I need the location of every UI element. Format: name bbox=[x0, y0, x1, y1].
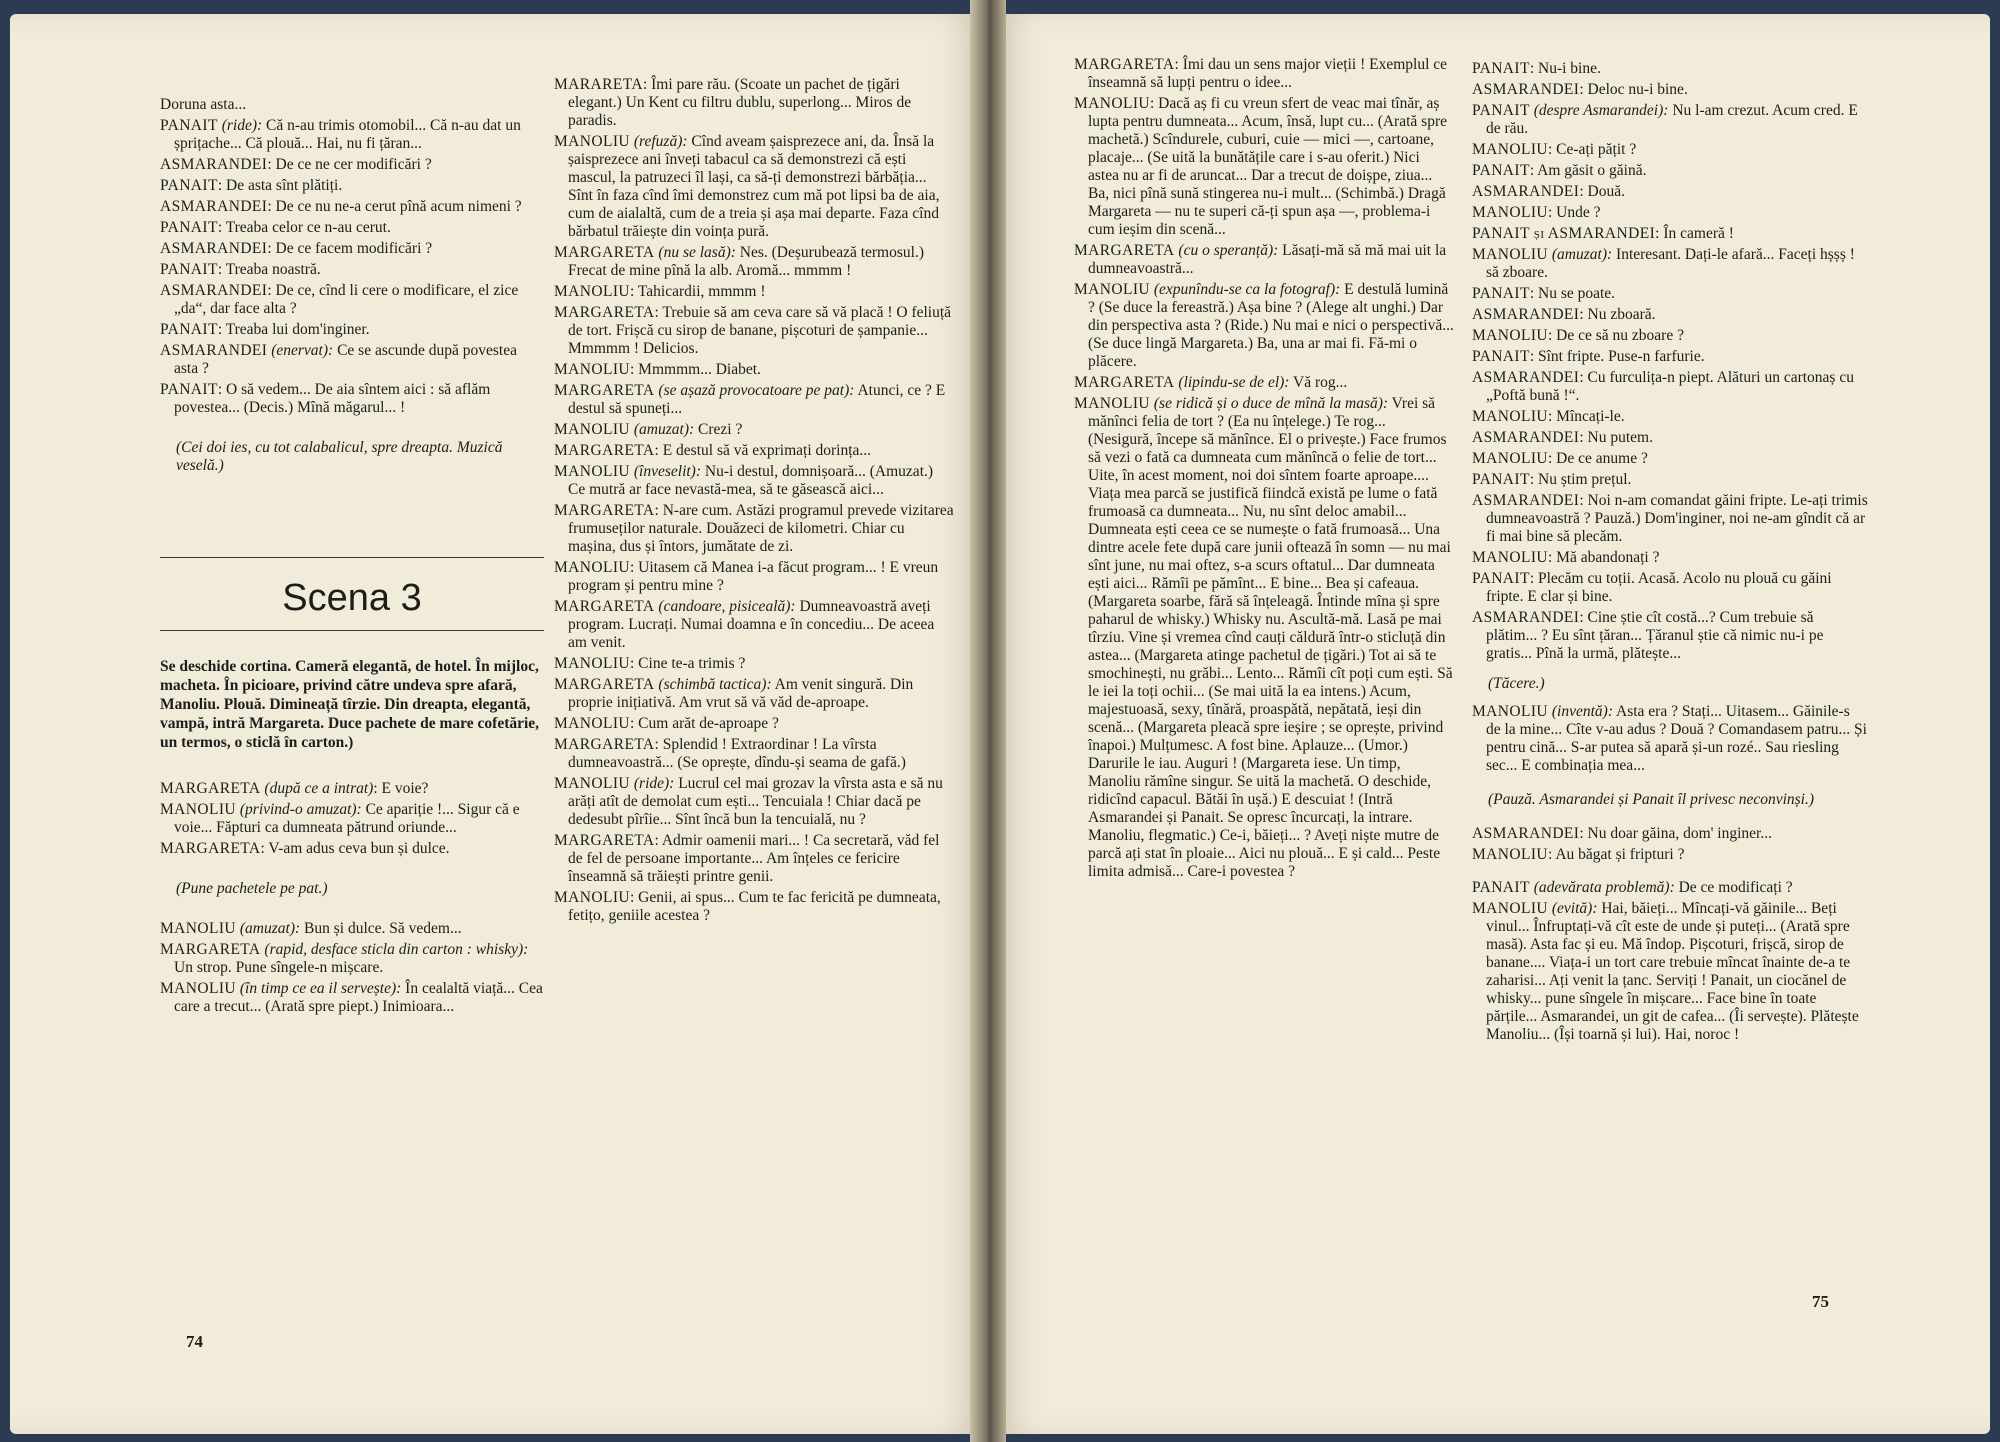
speaker-name: ASMARANDEI bbox=[1472, 492, 1580, 509]
scene-setting: Se deschide cortina. Cameră elegantă, de hotel. În mijloc, macheta. În picioare, privind către undeva spre afară, Manoliu. Plouă. Dimineață tîrzie. Din dreapta, elegantă, vampă, intră Margareta. Duce pachete de mare cofetărie, un termos, o sticlă în carton.) bbox=[160, 658, 540, 751]
dialogue-text: Ce se ascunde după povestea asta ? bbox=[174, 342, 517, 377]
dialogue-text: : V-am adus ceva bun și dulce. bbox=[260, 840, 450, 857]
book-binding bbox=[970, 0, 1006, 1442]
dialogue-text: : Uitasem că Manea i-a făcut program... ! E vreun program și pentru mine ? bbox=[568, 559, 939, 594]
stage-direction-inline: (schimbă tactica): bbox=[658, 676, 772, 693]
divider bbox=[160, 630, 544, 631]
dialogue-line bbox=[554, 598, 954, 652]
dialogue-text: Că n-au trimis otomobil... Că n-au dat un șprițache... Că plouă... Hai, nu fi țăran... bbox=[174, 117, 521, 152]
speaker-name: ASMARANDEI bbox=[160, 282, 268, 299]
stage-direction-inline: (despre Asmarandei): bbox=[1533, 102, 1669, 119]
dialogue-line bbox=[554, 889, 954, 925]
speaker-name: ASMARANDEI bbox=[160, 156, 268, 173]
speaker-name: ASMARANDEI bbox=[1472, 609, 1580, 626]
dialogue-line bbox=[160, 342, 544, 378]
speaker-name: MARGARETA bbox=[554, 676, 655, 693]
dialogue-text: : Genii, ai spus... Cum te fac fericită pe dumneata, fetițo, geniile acestea ? bbox=[568, 889, 941, 924]
dialogue-line bbox=[1472, 429, 1868, 447]
left-column-2 bbox=[554, 76, 954, 928]
dialogue-line bbox=[1472, 369, 1868, 405]
dialogue-text: : Nu zboară. bbox=[1579, 306, 1656, 323]
dialogue-line bbox=[554, 304, 954, 358]
dialogue-line bbox=[554, 502, 954, 556]
speaker-name: MANOLIU bbox=[554, 361, 630, 378]
speaker-name: MANOLIU bbox=[1472, 900, 1548, 917]
speaker-name: MANOLIU bbox=[554, 775, 630, 792]
dialogue-line bbox=[1472, 825, 1868, 843]
dialogue-line bbox=[1074, 242, 1454, 278]
dialogue-line bbox=[160, 96, 544, 114]
stage-direction-inline: (privind-o amuzat): bbox=[239, 801, 362, 818]
dialogue-text: Bun și dulce. Să vedem... bbox=[300, 920, 462, 937]
dialogue-line bbox=[1472, 162, 1868, 180]
speaker-name: MARGARETA bbox=[554, 244, 655, 261]
stage-direction: (Tăcere.) bbox=[1488, 675, 1545, 692]
page-number: 75 bbox=[1812, 1292, 1829, 1311]
dialogue-line bbox=[1074, 395, 1454, 881]
dialogue-line bbox=[554, 655, 954, 673]
dialogue-line bbox=[1472, 183, 1868, 201]
dialogue-line bbox=[554, 715, 954, 733]
dialogue-text: : Mă abandonați ? bbox=[1548, 549, 1660, 566]
stage-direction-inline: (se așază provocatoare pe pat): bbox=[658, 382, 855, 399]
dialogue-text: : Deloc nu-i bine. bbox=[1579, 81, 1688, 98]
speaker-name: MARGARETA bbox=[554, 304, 655, 321]
dialogue-line bbox=[554, 382, 954, 418]
stage-direction-inline: (înveselit): bbox=[633, 463, 702, 480]
speaker-name: MANOLIU bbox=[554, 133, 630, 150]
stage-direction-inline: (inventă): bbox=[1551, 703, 1613, 720]
dialogue-text: Ce apariție !... Sigur că e voie... Făpturi ca dumneata pătrund oriunde... bbox=[174, 801, 520, 836]
dialogue-text: Nu l-am crezut. Acum cred. E de rău. bbox=[1486, 102, 1858, 137]
stage-direction-inline: (nu se lasă): bbox=[658, 244, 736, 261]
speaker-name: MARGARETA bbox=[554, 598, 655, 615]
speaker-name: PANAIT bbox=[160, 219, 218, 236]
dialogue-line bbox=[1074, 95, 1454, 239]
dialogue-text: Asta era ? Stați... Uitasem... Găinile-s de la mine... Cîte v-au adus ? Două ? Comandasem patru... Și pentru cină... S-ar putea să apară și-un rozé.. Sau riesling sec... E combinația mea... bbox=[1486, 703, 1867, 774]
speaker-name: ASMARANDEI bbox=[1472, 306, 1580, 323]
speaker-name: ASMARANDEI bbox=[160, 198, 268, 215]
dialogue-text: : Cum arăt de-aproape ? bbox=[630, 715, 779, 732]
dialogue-text: Lucrul cel mai grozav la vîrsta asta e să nu arăți atît de demolat cum ești... Tencuiala ! Chiar dacă pe dedesubt pîrîie... Sînt încă bun la tencuială, nu ? bbox=[568, 775, 943, 828]
dialogue-line bbox=[1472, 246, 1868, 282]
stage-direction-inline: (rapid, desface sticla din carton : whisky): bbox=[264, 941, 529, 958]
dialogue-text: : Cu furculița-n piept. Alături un cartonaș cu „Poftă bună !“. bbox=[1486, 369, 1854, 404]
speaker-name: ASMARANDEI bbox=[1472, 429, 1580, 446]
right-column-1 bbox=[1074, 56, 1454, 884]
dialogue-line bbox=[554, 559, 954, 595]
dialogue-text: : Sînt fripte. Puse-n farfurie. bbox=[1529, 348, 1705, 365]
stage-direction-inline: (adevărata problemă): bbox=[1533, 879, 1675, 896]
dialogue-text: : Noi n-am comandat găini fripte. Le-ați trimis dumneavoastră ? Pauză.) Dom'inginer, noi ne-am gîndit că ar fi mai bine să plecăm. bbox=[1486, 492, 1868, 545]
dialogue-text: : Splendid ! Extraordinar ! La vîrsta dumneavoastră... (Se oprește, dîndu-și seama de gafă.) bbox=[568, 736, 906, 771]
dialogue-line bbox=[160, 920, 544, 938]
dialogue-line bbox=[1472, 846, 1868, 864]
dialogue-text: : Unde ? bbox=[1548, 204, 1601, 221]
dialogue-line bbox=[1074, 374, 1454, 392]
dialogue-text: : E destul să vă exprimați dorința... bbox=[654, 442, 872, 459]
speaker-name: MANOLIU bbox=[554, 715, 630, 732]
dialogue-text: : Ce-ați pățit ? bbox=[1548, 141, 1637, 158]
speaker-name: MANOLIU bbox=[554, 463, 630, 480]
dialogue-text: Am venit singură. Din proprie inițiativă. Am vrut să vă văd de-aproape. bbox=[568, 676, 914, 711]
speaker-name: PANAIT și ASMARANDEI bbox=[1472, 225, 1656, 242]
dialogue-text: : Plecăm cu toții. Acasă. Acolo nu plouă cu găini fripte. E clar și bine. bbox=[1486, 570, 1832, 605]
dialogue-text: : Treaba celor ce n-au cerut. bbox=[217, 219, 391, 236]
dialogue-line bbox=[554, 133, 954, 241]
dialogue-text: În cealaltă viață... Cea care a trecut... (Arată spre piept.) Inimioara... bbox=[174, 980, 543, 1015]
speaker-name: ASMARANDEI bbox=[160, 240, 268, 257]
speaker-name: MARGARETA bbox=[554, 832, 655, 849]
dialogue-line bbox=[554, 676, 954, 712]
stage-direction: (Pauză. Asmarandei și Panait îl privesc neconvinși.) bbox=[1488, 791, 1815, 808]
speaker-name: PANAIT bbox=[1472, 162, 1530, 179]
dialogue-text: Vrei să mănînci felia de tort ? (Ea nu înțelege.) Te rog... (Nesigură, începe să mănînce. El o privește.) Face frumos să vezi o fată ca dumneata cum mănîncă o felie de tort... Uite, în acest moment, noi doi sîntem foarte aproape.... Viața mea parcă se justifică fiindcă există pe lume o fată frumoasă ca dumneata... Nu, nu sînt deloc amabil... Dumneata ești ceea ce se numește o fată frumoasă... Una dintre acele fete după care junii oftează în somn — nu mai sînt june, nu mai oftez, s-a scurs oftatul... Dar dumneata ești aici... Rămîi pe pămînt... E bine... Bea și cafeaua. (Margareta soarbe, fără să înțeleagă. Întinde mîna și spre paharul de whisky.) Whisky nu. Ascultă-mă. Lasă pe mai tîrziu. Vine și vremea cînd cauți căldură într-o sticluță din astea... (Margareta atinge pachetul de țigări.) Tot ai să te smochinești, nu grăbi... Lento... Rămîi cît poți cum ești. Să le iei la toți ochii... (Se mai uită la ea intens.) Acum, majestuoasă, sexy, tînără, proaspătă, nepătată, ieși din scenă... (Margareta pleacă spre ieșire ; se oprește, privind înapoi.) Mulțumesc. A fost bine. Aplauze... (Umor.) Darurile le iau. Auguri ! (Margareta iese. Un timp, Manoliu rămîne singur. Se uită la machetă. O deschide, ridicînd capacul. Bătăi în ușă.) E descuiat ! (Intră Asmarandei și Panait. Se opresc încurcați, la intrare. Manoliu, flegmatic.) Ce-i, băieți... ? Aveți niște mutre de parcă ați stat în ploaie... Aici nu plouă... E și cald... Peste limita admisă... Care-i povestea ? bbox=[1088, 395, 1453, 880]
dialogue-text: : Nu doar găina, dom' inginer... bbox=[1579, 825, 1772, 842]
dialogue-line bbox=[1472, 570, 1868, 606]
stage-direction-inline: (în timp ce ea il servește): bbox=[239, 980, 402, 997]
dialogue-text: : De ce nu ne-a cerut pînă acum nimeni ? bbox=[267, 198, 522, 215]
dialogue-text: : Trebuie să am ceva care să vă placă ! O feliuță de tort. Frișcă cu sirop de banane, pișcoturi de șampanie... Mmmmm ! Delicios. bbox=[568, 304, 952, 357]
dialogue-text: : De ce, cînd li cere o modificare, el zice „da“, dar face alta ? bbox=[174, 282, 519, 317]
dialogue-text: : Nu putem. bbox=[1579, 429, 1653, 446]
speaker-name: MARGARETA bbox=[554, 382, 655, 399]
dialogue-line bbox=[1472, 703, 1868, 775]
dialogue-line bbox=[160, 261, 544, 279]
stage-direction-inline: (amuzat): bbox=[633, 421, 695, 438]
dialogue-line bbox=[1472, 225, 1868, 243]
dialogue-text: : De ce ne cer modificări ? bbox=[267, 156, 432, 173]
speaker-name: MANOLIU bbox=[1472, 450, 1548, 467]
stage-direction-inline: (candoare, pisiceală): bbox=[658, 598, 796, 615]
dialogue-line bbox=[160, 219, 544, 237]
stage-direction-inline: (se ridică și o duce de mînă la masă): bbox=[1153, 395, 1389, 412]
dialogue-line bbox=[554, 442, 954, 460]
speaker-name: PANAIT bbox=[1472, 570, 1530, 587]
speaker-name: MANOLIU bbox=[554, 559, 630, 576]
stage-direction-inline: (evită): bbox=[1551, 900, 1598, 917]
dialogue-line bbox=[160, 282, 544, 318]
dialogue-line bbox=[554, 736, 954, 772]
left-page bbox=[10, 14, 985, 1434]
dialogue-line bbox=[1472, 60, 1868, 78]
speaker-name: PANAIT bbox=[160, 117, 218, 134]
dialogue-line bbox=[160, 240, 544, 258]
dialogue-line bbox=[1472, 204, 1868, 222]
speaker-name: PANAIT bbox=[1472, 102, 1530, 119]
speaker-name: ASMARANDEI bbox=[1472, 825, 1580, 842]
dialogue-text: : Două. bbox=[1579, 183, 1625, 200]
speaker-name: MARGARETA bbox=[160, 941, 261, 958]
speaker-name: MANOLIU bbox=[554, 421, 630, 438]
dialogue-text: : Treaba lui dom'inginer. bbox=[217, 321, 370, 338]
dialogue-line bbox=[160, 321, 544, 339]
dialogue-text: Nes. (Deșurubează termosul.) Frecat de mine pînă la alb. Aromă... mmmm ! bbox=[568, 244, 924, 279]
dialogue-line bbox=[554, 76, 954, 130]
dialogue-text: : De ce anume ? bbox=[1548, 450, 1648, 467]
left-column-1 bbox=[160, 96, 544, 1019]
dialogue-text: : Tahicardii, mmmm ! bbox=[630, 283, 766, 300]
speaker-name: MANOLIU bbox=[160, 801, 236, 818]
dialogue-text: Nu-i destul, domnișoară... (Amuzat.) Ce mutră ar face nevastă-mea, să te găsească aici... bbox=[568, 463, 934, 498]
dialogue-line bbox=[1472, 492, 1868, 546]
stage-direction-inline: (ride): bbox=[221, 117, 263, 134]
speaker-name: MARGARETA bbox=[1074, 242, 1175, 259]
divider bbox=[160, 557, 544, 558]
dialogue-text: : Admir oamenii mari... ! Ca secretară, văd fel de fel de persoane importante... Am înțeles ce fericire înseamnă să trăiești printre genii. bbox=[568, 832, 940, 885]
stage-direction-inline: (enervat): bbox=[271, 342, 334, 359]
dialogue-line bbox=[160, 840, 544, 858]
dialogue-line bbox=[160, 980, 544, 1016]
dialogue-line bbox=[1472, 900, 1868, 1044]
speaker-name: MARGARETA bbox=[1074, 56, 1175, 73]
speaker-name: PANAIT bbox=[1472, 285, 1530, 302]
speaker-name: PANAIT bbox=[160, 381, 218, 398]
speaker-name: MANOLIU bbox=[554, 889, 630, 906]
dialogue-text: : Dacă aș fi cu vreun sfert de veac mai tînăr, aș lupta pentru dumneata... Acum, însă, lupt cu... (Arată spre machetă.) Scîndurele, cuburi, cuie — mici —, cartoane, placaje... (Se uită la bunătățile care i s-au oferit.) Nici astea nu ar fi de aruncat... Dar a trecut de doișpe, ziua... Ba, nici pînă sună stingerea nu-i mult... (Schimbă.) Dragă Margareta — nu te superi că-ți spun așa —, problema-i cum ieșim din scenă... bbox=[1088, 95, 1447, 238]
dialogue-line bbox=[1472, 306, 1868, 324]
speaker-name: MARGARETA bbox=[160, 780, 261, 797]
speaker-name: MARGARETA bbox=[1074, 374, 1175, 391]
dialogue-line bbox=[1472, 141, 1868, 159]
stage-direction-inline: (ride): bbox=[633, 775, 675, 792]
dialogue-line bbox=[1472, 327, 1868, 345]
dialogue-line bbox=[554, 463, 954, 499]
speaker-name: ASMARANDEI bbox=[1472, 369, 1580, 386]
dialogue-line bbox=[1074, 56, 1454, 92]
dialogue-text: : Cine știe cît costă...? Cum trebuie să plătim... ? Eu sînt țăran... Țăranul știe că nimic nu-i pe gratis... Pînă la urmă, plătește... bbox=[1486, 609, 1824, 662]
dialogue-text: Atunci, ce ? E destul să spuneți... bbox=[568, 382, 946, 417]
dialogue-line bbox=[554, 244, 954, 280]
speaker-name: MARGARETA bbox=[160, 840, 261, 857]
speaker-name: MARGARETA bbox=[554, 442, 655, 459]
stage-direction-inline: (după ce a intrat) bbox=[264, 780, 374, 797]
speaker-name: PANAIT bbox=[160, 321, 218, 338]
dialogue-text: Cînd aveam șaisprezece ani, da. Însă la șaisprezece ani înveți tabacul ca să demonstrezi că ești mascul, la patruzeci îl lași, ca să-ți demonstrezi bărbăția... Sînt în faza cînd îmi demonstrez cum mă pot lipsi ba de aia, cum de aialaltă, cum de a treia și așa mai departe. Faza cînd bărbatul trăiește din voința pură. bbox=[568, 133, 940, 240]
right-column-2 bbox=[1472, 60, 1868, 1047]
dialogue-text: Crezi ? bbox=[694, 421, 743, 438]
dialogue-text: : Au băgat și fripturi ? bbox=[1548, 846, 1685, 863]
speaker-name: PANAIT bbox=[1472, 348, 1530, 365]
dialogue-text: E destulă lumină ? (Se duce la fereastră.) Așa bine ? (Alege alt unghi.) Dar din perspectiva asta ? (Ride.) Nu mai e nici o perspectivă... (Se duce lingă Margareta.) Ba, una ar mai fi. Fă-mi o plăcere. bbox=[1088, 281, 1454, 370]
dialogue-text: Un strop. Pune sîngele-n mișcare. bbox=[174, 959, 384, 976]
dialogue-line bbox=[1472, 471, 1868, 489]
speaker-name: MANOLIU bbox=[1472, 846, 1548, 863]
speaker-name: MANOLIU bbox=[1472, 549, 1548, 566]
dialogue-line bbox=[1472, 450, 1868, 468]
dialogue-text: : Îmi pare rău. (Scoate un pachet de țigări elegant.) Un Kent cu filtru dublu, superlong... Miros de paradis. bbox=[568, 76, 912, 129]
dialogue-text: : Cine te-a trimis ? bbox=[630, 655, 746, 672]
speaker-name: MANOLIU bbox=[1472, 408, 1548, 425]
dialogue-text: : Treaba noastră. bbox=[217, 261, 321, 278]
speaker-name: MANOLIU bbox=[1074, 95, 1150, 112]
dialogue-text: : Îmi dau un sens major vieții ! Exemplul ce înseamnă să lupți pentru o idee... bbox=[1088, 56, 1448, 91]
dialogue-line bbox=[554, 421, 954, 439]
speaker-name: MARGARETA bbox=[554, 736, 655, 753]
speaker-name: PANAIT bbox=[1472, 60, 1530, 77]
dialogue-text: : De ce să nu zboare ? bbox=[1548, 327, 1684, 344]
dialogue-line bbox=[160, 801, 544, 837]
stage-direction-inline: (lipindu-se de el): bbox=[1178, 374, 1290, 391]
dialogue-text: Doruna asta... bbox=[160, 96, 247, 113]
dialogue-text: Lăsați-mă să mă mai uit la dumneavoastră... bbox=[1088, 242, 1447, 277]
speaker-name: MANOLIU bbox=[160, 980, 236, 997]
dialogue-text: : În cameră ! bbox=[1655, 225, 1734, 242]
dialogue-line bbox=[554, 775, 954, 829]
dialogue-text: Hai, băieți... Mîncați-vă găinile... Beți vinul... Înfruptați-vă cît este de unde și puteți... (Arată spre masă). Asta fac și eu. Mă îndop. Pișcoturi, frișcă, sirop de banane.... Viața-i un tort care trebuie mîncat înainte de-a te zaharisi... Ați venit la țanc. Serviți ! Panait, un ciocănel de whisky... pune sîngele în mișcare... Face bine în toate părțile... Asmarandei, un git de cafea... (Îi servește). Plătește Manoliu... (Își toarnă și lui). Hai, noroc ! bbox=[1486, 900, 1859, 1043]
dialogue-text: : Nu-i bine. bbox=[1529, 60, 1601, 77]
dialogue-line bbox=[160, 156, 544, 174]
dialogue-line bbox=[1074, 281, 1454, 371]
dialogue-line bbox=[554, 283, 954, 301]
exit-stage-direction: (Cei doi ies, cu tot calabalicul, spre dreapta. Muzică veselă.) bbox=[176, 439, 503, 474]
dialogue-line bbox=[160, 381, 544, 417]
speaker-name: MANOLIU bbox=[160, 920, 236, 937]
dialogue-text: : O să vedem... De aia sîntem aici : să aflăm povestea... (Decis.) Mînă măgarul... ! bbox=[174, 381, 491, 416]
speaker-name: MANOLIU bbox=[1472, 327, 1548, 344]
dialogue-text: : Mmmmm... Diabet. bbox=[630, 361, 761, 378]
speaker-name: MANOLIU bbox=[554, 283, 630, 300]
dialogue-line bbox=[160, 177, 544, 195]
speaker-name: ASMARANDEI bbox=[1472, 81, 1580, 98]
stage-direction-inline: (amuzat): bbox=[1551, 246, 1613, 263]
dialogue-text: : Am găsit o găină. bbox=[1529, 162, 1647, 179]
speaker-name: ASMARANDEI bbox=[1472, 183, 1580, 200]
speaker-name: MARARETA bbox=[554, 76, 643, 93]
dialogue-line bbox=[1472, 609, 1868, 663]
dialogue-text: : Nu știm prețul. bbox=[1529, 471, 1632, 488]
speaker-name: ASMARANDEI bbox=[160, 342, 268, 359]
speaker-name: PANAIT bbox=[1472, 471, 1530, 488]
dialogue-line bbox=[1472, 879, 1868, 897]
dialogue-line bbox=[1472, 408, 1868, 426]
dialogue-text: : Nu se poate. bbox=[1529, 285, 1616, 302]
dialogue-line bbox=[160, 780, 544, 798]
speaker-name: MANOLIU bbox=[1472, 141, 1548, 158]
dialogue-text: : N-are cum. Astăzi programul prevede vizitarea frumuseților naturale. Douăzeci de kilometri. Chiar cu mașina, dus și întors, jumătate de zi. bbox=[568, 502, 954, 555]
speaker-name: MANOLIU bbox=[1074, 395, 1150, 412]
dialogue-text: : Mîncați-le. bbox=[1548, 408, 1625, 425]
scene-title: Scena 3 bbox=[282, 577, 422, 619]
stage-direction-inline: (cu o speranță): bbox=[1178, 242, 1279, 259]
dialogue-line bbox=[160, 198, 544, 216]
dialogue-line bbox=[1472, 285, 1868, 303]
speaker-name: PANAIT bbox=[160, 261, 218, 278]
dialogue-line bbox=[1472, 81, 1868, 99]
dialogue-text: Vă rog... bbox=[1289, 374, 1348, 391]
dialogue-line bbox=[160, 117, 544, 153]
dialogue-text: : E voie? bbox=[373, 780, 429, 797]
stage-direction-inline: (amuzat): bbox=[239, 920, 301, 937]
right-page bbox=[992, 14, 1990, 1434]
dialogue-text: Dumneavoastră aveți program. Lucrați. Numai doamna e în concediu... De aceea am venit. bbox=[568, 598, 935, 651]
speaker-name: MANOLIU bbox=[554, 655, 630, 672]
dialogue-text: : De ce facem modificări ? bbox=[267, 240, 433, 257]
speaker-name: MARGARETA bbox=[554, 502, 655, 519]
dialogue-line bbox=[160, 941, 544, 977]
speaker-name: PANAIT bbox=[160, 177, 218, 194]
dialogue-text: Interesant. Dați-le afară... Faceți hșșș ! să zboare. bbox=[1486, 246, 1855, 281]
stage-direction: (Pune pachetele pe pat.) bbox=[176, 880, 328, 897]
dialogue-line bbox=[554, 361, 954, 379]
stage-direction-inline: (refuză): bbox=[633, 133, 688, 150]
dialogue-line bbox=[554, 832, 954, 886]
speaker-name: MANOLIU bbox=[1472, 246, 1548, 263]
speaker-name: MANOLIU bbox=[1472, 703, 1548, 720]
dialogue-line bbox=[1472, 348, 1868, 366]
page-number: 74 bbox=[186, 1332, 203, 1351]
speaker-name: PANAIT bbox=[1472, 879, 1530, 896]
speaker-name: MANOLIU bbox=[1074, 281, 1150, 298]
dialogue-text: : De asta sînt plătiți. bbox=[217, 177, 343, 194]
dialogue-line bbox=[1472, 549, 1868, 567]
speaker-name: MANOLIU bbox=[1472, 204, 1548, 221]
dialogue-line bbox=[1472, 102, 1868, 138]
stage-direction-inline: (expunîndu-se ca la fotograf): bbox=[1153, 281, 1341, 298]
dialogue-text: De ce modificați ? bbox=[1674, 879, 1793, 896]
